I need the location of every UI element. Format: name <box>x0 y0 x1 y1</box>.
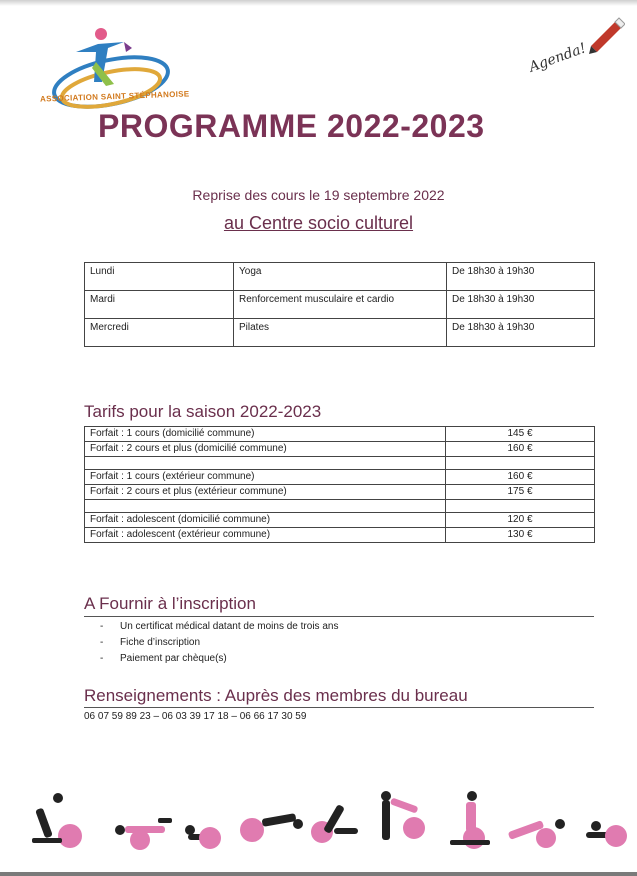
table-row <box>85 427 595 442</box>
tarif-label: Forfait : 2 cours et plus (domicilié commune) <box>85 442 446 457</box>
tarif-price: 175 € <box>446 485 595 500</box>
tarif-price <box>446 500 595 513</box>
figure-2 <box>115 818 172 850</box>
list-item: - Paiement par chèque(s) <box>100 651 338 667</box>
scan-edge-bottom <box>0 872 637 876</box>
figure-8 <box>508 819 565 848</box>
table-row <box>85 263 595 291</box>
schedule-time: De 18h30 à 19h30 <box>447 319 595 347</box>
tarif-price: 120 € <box>446 513 595 528</box>
fournir-list <box>100 619 338 667</box>
tarif-label: Forfait : adolescent (extérieur commune) <box>85 528 446 543</box>
figure-9 <box>586 821 627 847</box>
table-row <box>85 291 595 319</box>
schedule-day: Mercredi <box>85 319 234 347</box>
tarif-label: Forfait : 1 cours (extérieur commune) <box>85 470 446 485</box>
figure-1 <box>32 793 82 848</box>
tarif-price <box>446 457 595 470</box>
tarif-price: 160 € <box>446 470 595 485</box>
list-item: - Fiche d’inscription <box>100 635 338 651</box>
tarif-label: Forfait : adolescent (domicilié commune) <box>85 513 446 528</box>
page-title: PROGRAMME 2022-2023 <box>98 108 485 144</box>
schedule-activity: Yoga <box>234 263 447 291</box>
tarif-label: Forfait : 1 cours (domicilié commune) <box>85 427 446 442</box>
schedule-table <box>84 262 595 347</box>
schedule-day: Mardi <box>85 291 234 319</box>
renseignements-heading: Renseignements : Auprès des membres du bureau <box>84 686 468 705</box>
tarifs-table <box>84 426 595 543</box>
agenda-label: Agenda! <box>527 40 589 76</box>
tarifs-heading: Tarifs pour la saison 2022-2023 <box>84 402 322 421</box>
schedule-activity: Renforcement musculaire et cardio <box>234 291 447 319</box>
exercise-figures-illustration <box>30 788 630 858</box>
tarif-price: 160 € <box>446 442 595 457</box>
tarif-label: Forfait : 2 cours et plus (extérieur commune) <box>85 485 446 500</box>
figure-6 <box>381 791 425 840</box>
divider <box>84 707 594 708</box>
table-row <box>85 470 595 485</box>
table-row <box>85 513 595 528</box>
figure-3 <box>185 825 221 849</box>
schedule-time: De 18h30 à 19h30 <box>447 263 595 291</box>
pencil-icon <box>585 14 625 54</box>
table-row <box>85 528 595 543</box>
table-row <box>85 457 595 470</box>
table-row <box>85 500 595 513</box>
tarif-price: 145 € <box>446 427 595 442</box>
schedule-activity: Pilates <box>234 319 447 347</box>
table-row <box>85 442 595 457</box>
fournir-heading: A Fournir à l’inscription <box>84 594 256 613</box>
figure-5 <box>311 804 358 843</box>
table-row <box>85 319 595 347</box>
schedule-day: Lundi <box>85 263 234 291</box>
scan-edge-top <box>0 0 637 6</box>
table-row <box>85 485 595 500</box>
tarif-price: 130 € <box>446 528 595 543</box>
venue: au Centre socio culturel <box>223 213 414 233</box>
list-item: - Un certificat médical datant de moins de trois ans <box>100 619 338 635</box>
tarif-label <box>85 457 446 470</box>
logo-text: ASSOCIATION SAINT STÉPHANOISE <box>39 89 190 104</box>
figure-4 <box>240 813 303 842</box>
phone-numbers: 06 07 59 89 23 – 06 03 39 17 18 – 06 66 17 30 59 <box>84 711 307 722</box>
divider <box>84 616 594 617</box>
tarif-label <box>85 500 446 513</box>
schedule-time: De 18h30 à 19h30 <box>447 291 595 319</box>
reprise-date: Reprise des cours le 19 septembre 2022 <box>192 187 445 203</box>
figure-7 <box>450 791 490 849</box>
